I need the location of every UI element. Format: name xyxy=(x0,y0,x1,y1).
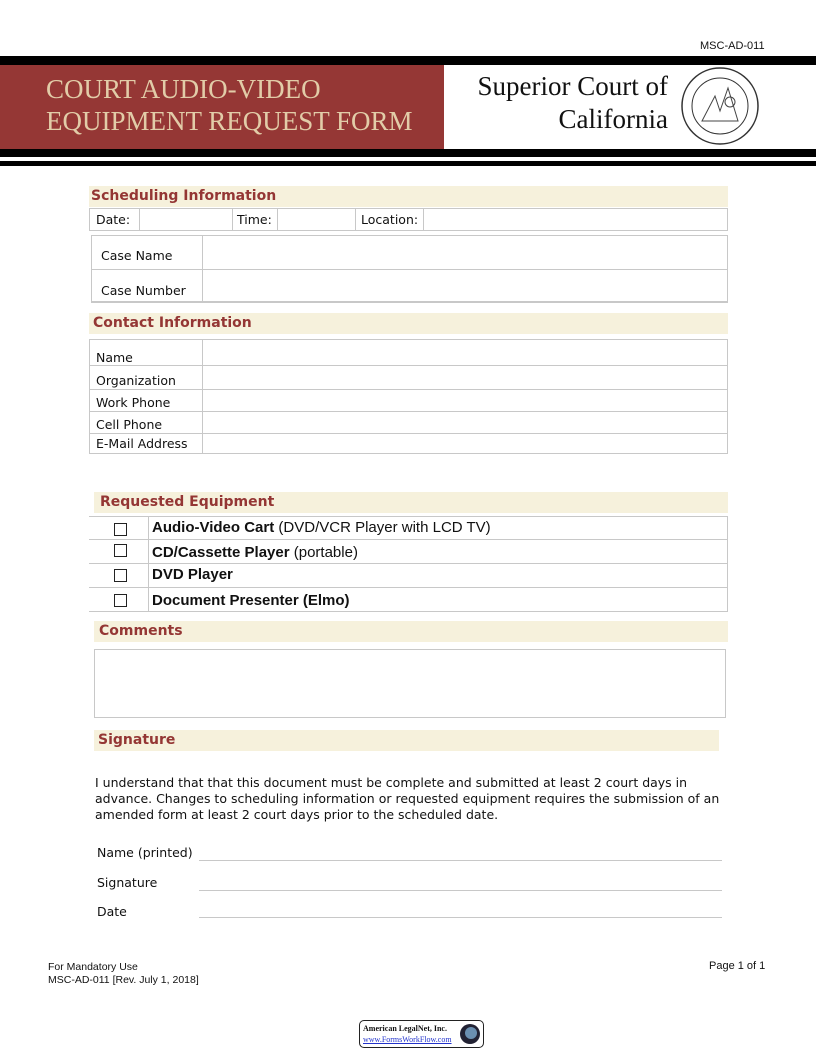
globe-icon xyxy=(459,1023,481,1045)
form-title xyxy=(46,73,413,137)
item-detail: (portable) xyxy=(289,544,358,561)
form-title-line2: EQUIPMENT REQUEST FORM xyxy=(46,106,413,136)
checkbox-cd-player[interactable] xyxy=(114,544,127,557)
vendor-name: American LegalNet, Inc. xyxy=(363,1024,447,1033)
signature-date-label: Date xyxy=(97,904,127,919)
organization-label: Organization xyxy=(96,373,176,388)
checkbox-av-cart[interactable] xyxy=(114,523,127,536)
court-line1: Superior Court of xyxy=(477,71,668,101)
date-field[interactable] xyxy=(140,209,232,230)
checkbox-document-presenter[interactable] xyxy=(114,594,127,607)
comments-field[interactable] xyxy=(94,649,726,718)
footer-left xyxy=(48,961,199,987)
time-field[interactable] xyxy=(278,209,355,230)
equipment-item xyxy=(89,564,727,588)
name-field[interactable] xyxy=(203,340,727,365)
contact-table xyxy=(89,339,728,454)
section-comments: Comments xyxy=(94,621,728,642)
location-label: Location: xyxy=(361,212,419,227)
work-phone-field[interactable] xyxy=(203,390,727,411)
section-contact: Contact Information xyxy=(89,313,728,334)
section-signature: Signature xyxy=(94,730,719,751)
vendor-url[interactable]: www.FormsWorkFlow.com xyxy=(363,1035,452,1044)
vendor-logo[interactable] xyxy=(359,1020,484,1048)
signature-statement: I understand that that this document must be complete and submitted at least 2 court days in advance. Changes to scheduling information or requested equipment requires the submission of an amended form at least 2 court days prior to the scheduled date. xyxy=(95,775,720,822)
name-label: Name xyxy=(96,350,133,365)
mid-rule xyxy=(0,149,816,157)
equipment-item xyxy=(89,588,727,612)
location-field[interactable] xyxy=(424,209,727,230)
email-label: E-Mail Address xyxy=(96,436,188,451)
court-seal-icon xyxy=(680,66,760,146)
email-field[interactable] xyxy=(203,434,727,454)
equipment-item xyxy=(89,540,727,564)
item-name: Audio-Video Cart xyxy=(152,519,275,536)
form-title-line1: COURT AUDIO-VIDEO xyxy=(46,74,321,104)
item-name: Document Presenter (Elmo) xyxy=(152,592,350,609)
cell-phone-label: Cell Phone xyxy=(96,417,163,432)
top-rule xyxy=(0,56,816,65)
work-phone-label: Work Phone xyxy=(96,395,171,410)
organization-field[interactable] xyxy=(203,366,727,389)
section-scheduling: Scheduling Information xyxy=(89,186,728,207)
signature-date-field[interactable] xyxy=(199,902,722,918)
section-equipment: Requested Equipment xyxy=(94,492,728,513)
item-name: CD/Cassette Player xyxy=(152,544,290,561)
time-label: Time: xyxy=(237,212,272,227)
form-code: MSC-AD-011 xyxy=(700,40,765,52)
item-name: DVD Player xyxy=(152,566,233,583)
item-detail: (DVD/VCR Player with LCD TV) xyxy=(274,519,491,536)
case-name-label: Case Name xyxy=(101,248,173,263)
name-printed-label: Name (printed) xyxy=(97,845,193,860)
name-printed-field[interactable] xyxy=(199,845,722,861)
case-number-field[interactable] xyxy=(203,270,727,301)
footer-use: For Mandatory Use xyxy=(48,961,138,973)
signature-label: Signature xyxy=(97,875,158,890)
signature-field[interactable] xyxy=(199,874,722,891)
equipment-item xyxy=(89,517,727,540)
date-label: Date: xyxy=(96,212,131,227)
case-number-label: Case Number xyxy=(101,283,186,298)
checkbox-dvd-player[interactable] xyxy=(114,569,127,582)
scheduling-row xyxy=(89,208,728,231)
cell-phone-field[interactable] xyxy=(203,412,727,433)
case-name-field[interactable] xyxy=(203,236,727,269)
bottom-rule xyxy=(0,161,816,166)
page-number: Page 1 of 1 xyxy=(709,960,766,972)
case-table xyxy=(91,235,728,303)
court-line2: California xyxy=(558,104,668,134)
court-name xyxy=(478,70,668,136)
equipment-table xyxy=(89,516,728,612)
footer-rev: MSC-AD-011 [Rev. July 1, 2018] xyxy=(48,974,199,986)
